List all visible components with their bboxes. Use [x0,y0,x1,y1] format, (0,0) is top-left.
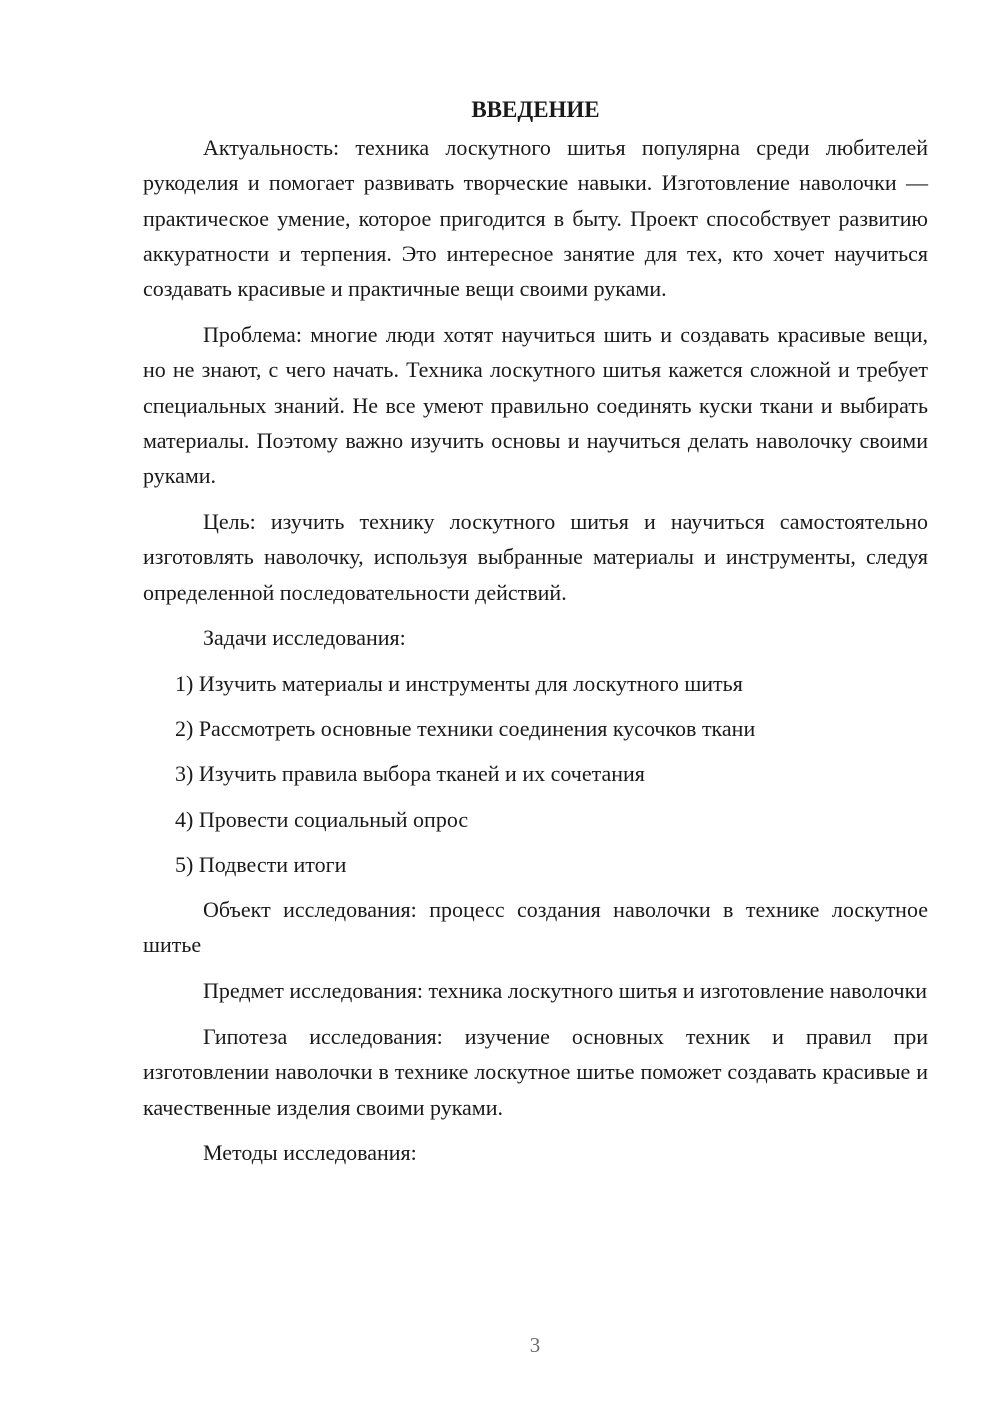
hypothesis-paragraph: Гипотеза исследования: изучение основных техник и правил при изготовлении наволочки в технике лоскутное шитье поможет создавать красивые и качественные изделия своими руками. [143,1024,928,1120]
page-number: 3 [529,1333,541,1357]
methods-heading: Методы исследования: [203,1140,417,1166]
problem-paragraph: Проблема: многие люди хотят научиться шить и создавать красивые вещи, но не знают, с чего начать. Техника лоскутного шитья кажется сложной и требует специальных знаний. Не все умеют правильно соединять куски ткани и выбирать материалы. Поэтому важно изучить основы и научиться делать наволочку своими руками. [143,321,928,489]
object-paragraph: Объект исследования: процесс создания наволочки в технике лоскутное шитье [143,897,928,958]
tasks-list [143,666,928,882]
task-item: 3) Изучить правила выбора тканей и их сочетания [175,761,645,787]
task-item: 5) Подвести итоги [175,851,347,877]
task-item: 4) Провести социальный опрос [175,806,469,832]
task-item: 2) Рассмотреть основные техники соединения кусочков ткани [175,715,756,741]
subject-paragraph: Предмет исследования: техника лоскутного шитья и изготовление наволочки [203,978,928,1004]
section-title: ВВЕДЕНИЕ [471,97,600,122]
goal-paragraph: Цель: изучить технику лоскутного шитья и научиться самостоятельно изготовлять наволочку, используя выбранные материалы и инструменты, следуя определенной последовательности действий. [143,508,928,605]
task-item: 1) Изучить материалы и инструменты для лоскутного шитья [175,670,743,696]
tasks-heading: Задачи исследования: [203,625,406,651]
document-page [143,92,928,1181]
relevance-paragraph: Актуальность: техника лоскутного шитья популярна среди любителей рукоделия и помогает развивать творческие навыки. Изготовление наволочки — практическое умение, которое пригодится в быту. Проект способствует развитию аккуратности и терпения. Это интересное занятие для тех, кто хочет научиться создавать красивые и практичные вещи своими руками. [143,135,928,302]
